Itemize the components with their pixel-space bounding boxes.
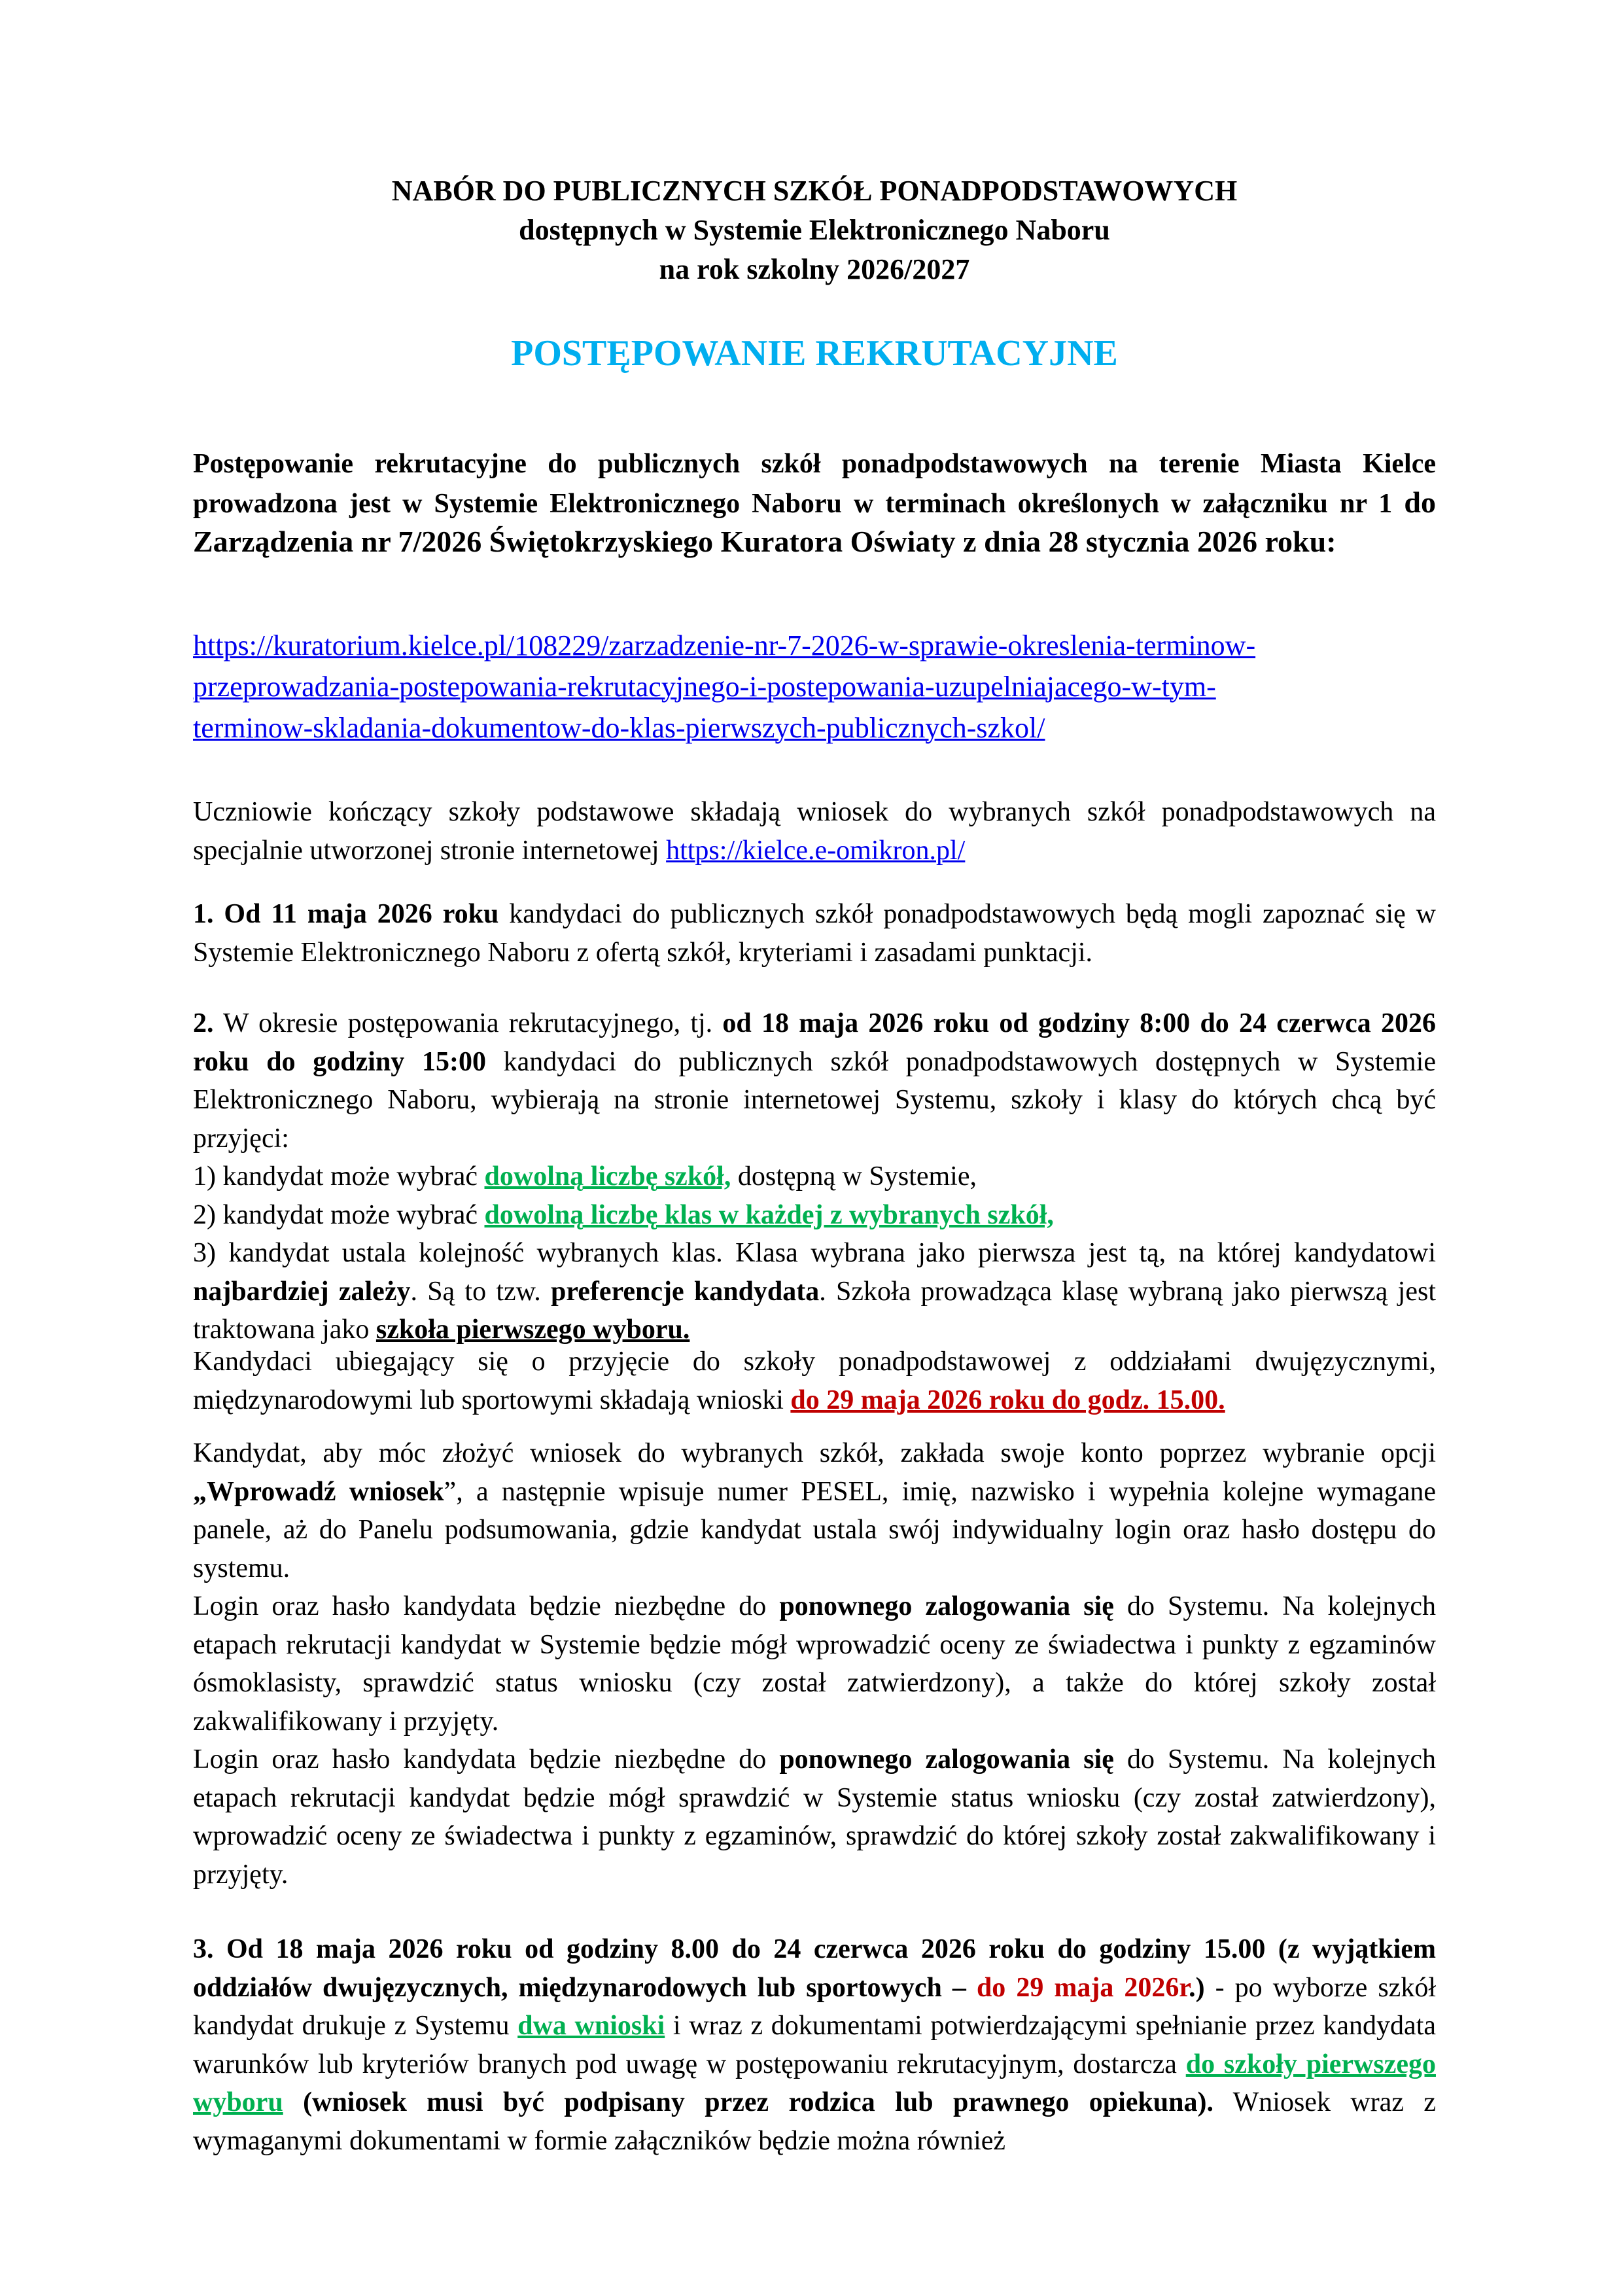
item-3-first-choice: szkoła pierwszego wyboru. — [375, 1315, 690, 1345]
page-title: POSTĘPOWANIE REKRUTACYJNE — [511, 333, 1118, 374]
point-3-bold-b: .) — [1189, 1972, 1205, 2003]
header-line-1: NABÓR DO PUBLICZNYCH SZKÓŁ PONADPODSTAWOWYCH — [391, 175, 1238, 207]
point-3-text-d: Wniosek wraz z wymaganymi dokumentami w formie załączników będzie można również — [193, 2087, 1437, 2156]
intro-paragraph — [193, 445, 1436, 563]
bilingual-deadline: do 29 maja 2026 roku do godz. 15.00. — [790, 1385, 1225, 1415]
login1-text-a: Login oraz hasło kandydata będzie niezbędne do — [193, 1591, 780, 1621]
bilingual-text: Kandydaci ubiegający się o przyjęcie do szkoły ponadpodstawowej z oddziałami dwujęzycznymi, międzynarodowymi lub sportowymi składają wnioski — [193, 1347, 1436, 1415]
item-3-text-c: . Są to tzw. — [410, 1276, 551, 1307]
login2-text-a: Login oraz hasło kandydata będzie niezbędne do — [193, 1744, 780, 1775]
account-paragraph — [193, 1434, 1436, 1587]
e-omikron-link[interactable]: https://kielce.e-omikron.pl/ — [666, 835, 966, 866]
list-item-1 — [193, 1157, 1436, 1196]
kuratorium-link-line-2[interactable]: przeprowadzania-postepowania-rekrutacyjnego-i-postepowania-uzupelniajacego-w-tym- — [193, 671, 1216, 703]
point-3-two-applications: dwa wnioski — [517, 2011, 665, 2041]
kuratorium-link-block — [193, 625, 1436, 749]
item-3-bold-2: preferencje kandydata — [550, 1276, 820, 1307]
document-header — [193, 171, 1436, 289]
account-option-name: „Wprowadź wniosek — [193, 1476, 444, 1507]
point-3-paragraph — [193, 1930, 1436, 2160]
header-line-2: dostępnych w Systemie Elektronicznego Naboru — [519, 214, 1110, 246]
login2-bold: ponownego zalogowania się — [779, 1744, 1114, 1775]
item-3-text-d: . Szkoła prowadząca klasę wybraną jako pierwszą jest traktowana jako — [193, 1276, 1436, 1345]
login1-text-c: do Systemu. Na kolejnych etapach rekrutacji kandydat w Systemie będzie mógł wprowadzić oceny ze świadectwa i punkty z egzaminów ósmoklasisty, sprawdzić status wniosku (czy został zatwierdzony), a także do której szkoły został zakwalifikowany i przyjęty. — [193, 1591, 1437, 1737]
list-item-3 — [193, 1234, 1436, 1349]
point-1-bold: 1. Od 11 maja 2026 roku — [193, 899, 499, 929]
account-text-c: ”, a następnie wpisuje numer PESEL, imię, nazwisko i wypełnia kolejne wymagane panele, aż do Panelu podsumowania, gdzie kandydat ustala swój indywidualny login oraz hasło dostępu do systemu. — [193, 1476, 1436, 1583]
list-item-1-prefix: 1) kandydat może wybrać — [193, 1161, 485, 1192]
point-3-text-b: i wraz z dokumentami potwierdzającymi spełnianie przez kandydata warunków lub kryteriów branych pod uwagę w postępowaniu rekrutacyjnym, dostarcza — [193, 2011, 1436, 2079]
point-2-dates: od 18 maja 2026 roku od godziny 8:00 do 24 czerwca 2026 roku do godziny 15:00 — [193, 1008, 1437, 1077]
item-3-bold-1: najbardziej zależy — [193, 1276, 411, 1307]
login1-bold: ponownego zalogowania się — [779, 1591, 1114, 1621]
students-paragraph — [193, 793, 1436, 870]
login2-text-c: do Systemu. Na kolejnych etapach rekrutacji kandydat będzie mógł sprawdzić w Systemie status wniosku (czy został zatwierdzony), wprowadzić oceny ze świadectwa i punkty z egzaminów, sprawdzić do której szkoły został zakwalifikowany i przyjęty. — [193, 1744, 1437, 1890]
list-item-1-highlight: dowolną liczbę szkół, — [484, 1161, 731, 1192]
point-2-paragraph — [193, 1004, 1436, 1157]
point-3-text-a: - po wyborze szkół kandydat drukuje z Systemu — [193, 1972, 1436, 2041]
list-item-2 — [193, 1196, 1436, 1235]
point-2-text-a: W okresie postępowania rekrutacyjnego, tj. — [213, 1008, 723, 1038]
point-3-space — [283, 2087, 303, 2117]
point-1-paragraph — [193, 895, 1436, 972]
point-2-number: 2. — [193, 1008, 214, 1038]
header-line-3: na rok szkolny 2026/2027 — [659, 253, 970, 285]
point-3-first-choice-school: do szkoły pierwszego wyboru — [193, 2049, 1436, 2117]
login-paragraph-1 — [193, 1587, 1436, 1740]
list-item-1-suffix: dostępną w Systemie, — [731, 1161, 977, 1192]
list-item-2-prefix: 2) kandydat może wybrać — [193, 1199, 485, 1230]
item-3-text-a: 3) kandydat ustala kolejność wybranych klas. Klasa wybrana jako pierwsza jest tą, na której kandydatowi — [193, 1238, 1436, 1268]
account-text-a: Kandydat, aby móc złożyć wniosek do wybranych szkół, zakłada swoje konto poprzez wybranie opcji — [193, 1438, 1436, 1468]
kuratorium-link-line-3[interactable]: terminow-skladania-dokumentow-do-klas-pierwszych-publicznych-szkol/ — [193, 712, 1045, 744]
bilingual-paragraph — [193, 1343, 1436, 1419]
point-3-signature-note: (wniosek musi być podpisany przez rodzica lub prawnego opiekuna). — [303, 2087, 1213, 2117]
list-item-2-highlight: dowolną liczbę klas w każdej z wybranych szkół, — [484, 1199, 1054, 1230]
point-1-text: kandydaci do publicznych szkół ponadpodstawowych będą mogli zapoznać się w Systemie Elektronicznego Naboru z ofertą szkół, kryteriami i zasadami punktacji. — [193, 899, 1436, 968]
point-2-list — [193, 1157, 1436, 1234]
point-2-text-b: kandydaci do publicznych szkół ponadpodstawowych dostępnych w Systemie Elektronicznego Naboru, wybierają na stronie internetowej Systemu, szkoły i klasy do których chcą być przyjęci: — [193, 1046, 1436, 1154]
kuratorium-link-line-1[interactable]: https://kuratorium.kielce.pl/108229/zarzadzenie-nr-7-2026-w-sprawie-okreslenia-terminow- — [193, 629, 1256, 662]
students-text: Uczniowie kończący szkoły podstawowe składają wniosek do wybranych szkół ponadpodstawowych na specjalnie utworzonej stronie internetowej — [193, 797, 1436, 866]
login-paragraph-2 — [193, 1740, 1436, 1894]
intro-text-b: do Zarządzenia nr 7/2026 Świętokrzyskiego Kuratora Oświaty z dnia 28 stycznia 2026 roku: — [193, 485, 1436, 558]
point-3-bold-a: 3. Od 18 maja 2026 roku od godziny 8.00 do 24 czerwca 2026 roku do godziny 15.00 (z wyjątkiem oddziałów dwujęzycznych, międzynarodowych lub sportowych – — [193, 1934, 1436, 2003]
point-3-red-deadline: do 29 maja 2026r — [976, 1972, 1189, 2003]
intro-text-a: Postępowanie rekrutacyjne do publicznych szkół ponadpodstawowych na terenie Miasta Kielce prowadzona jest w Systemie Elektronicznego Naboru w terminach określonych w załączniku nr 1 — [193, 449, 1436, 519]
